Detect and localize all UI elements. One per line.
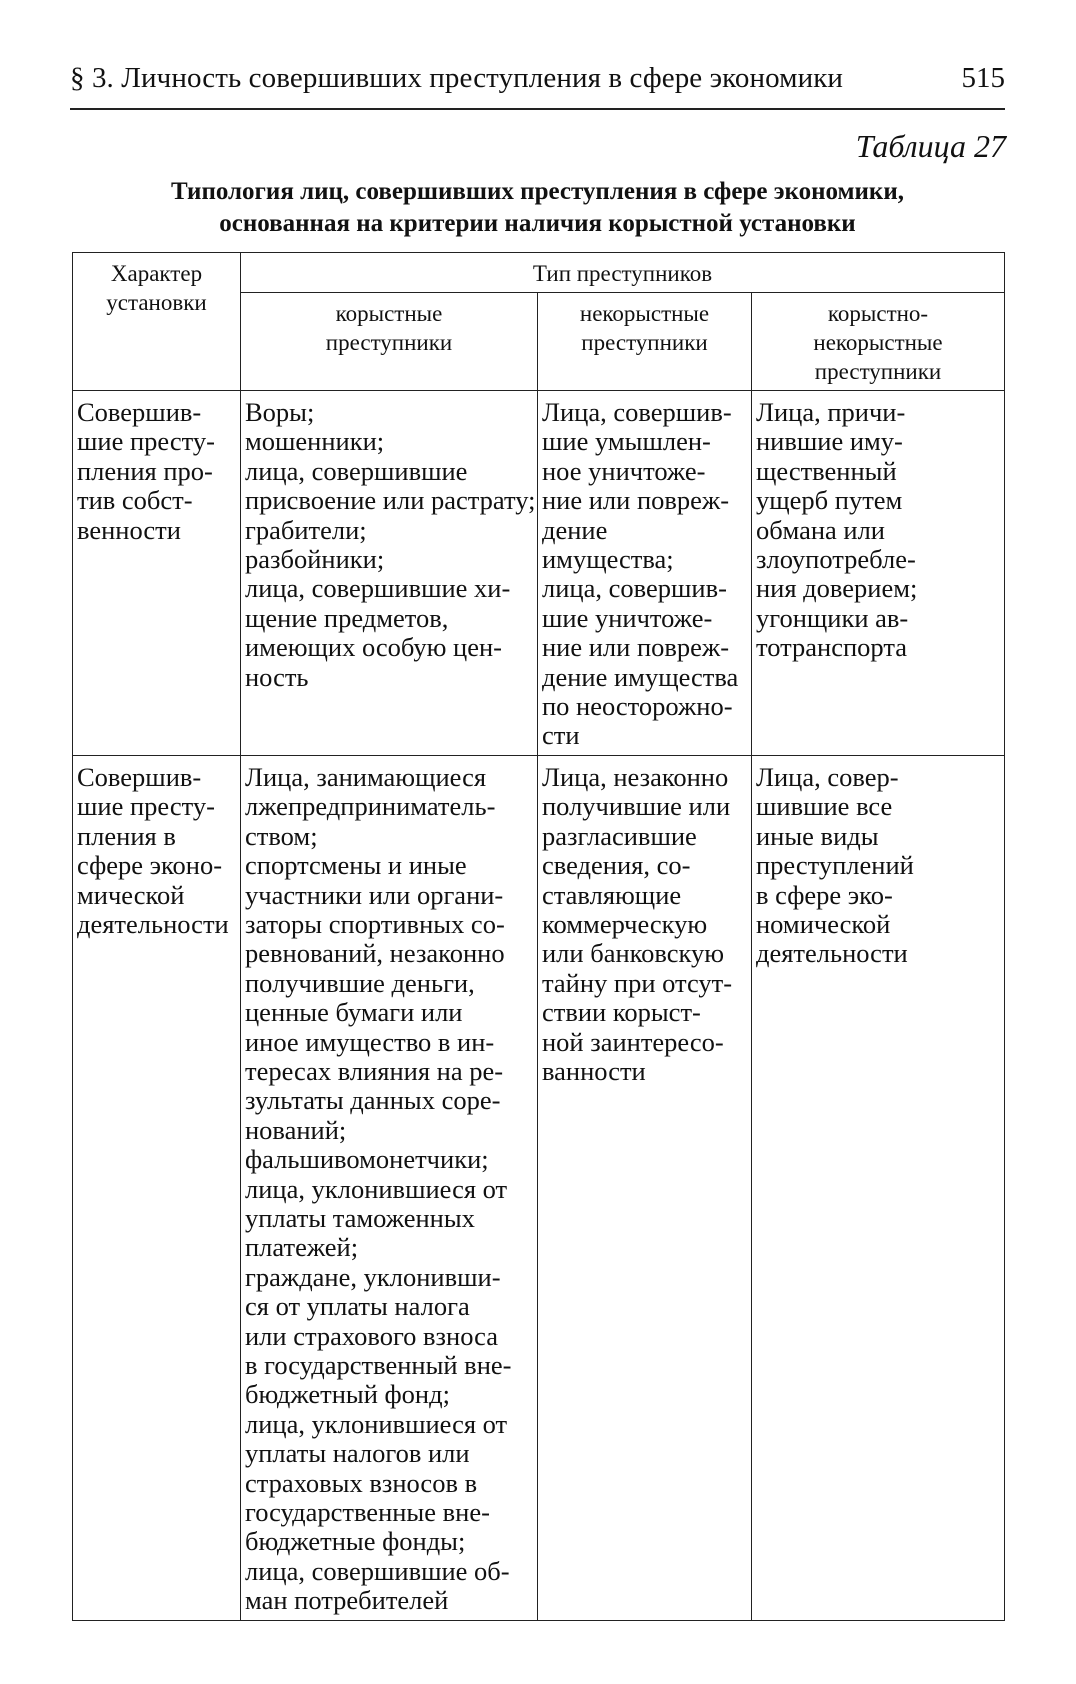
cell-line: венности <box>77 514 181 545</box>
cell-line: тотранспорта <box>756 632 907 663</box>
cell-line: лица, совершившие <box>245 455 468 486</box>
cell-line: Лица, занимающиеся <box>245 761 487 792</box>
cell-line: ревнований, незаконно <box>245 938 505 969</box>
cell-line: дение имущества <box>542 661 739 692</box>
cell-line: сфере эконо- <box>77 850 223 881</box>
cell-line: получившие деньги, <box>245 967 475 998</box>
cell-line: шившие все <box>756 791 893 822</box>
cell-line: номической <box>756 908 891 939</box>
cell-line: имеющих особую цен- <box>245 632 502 663</box>
cell-line: мической <box>77 879 185 910</box>
cell-line: уплаты налогов или <box>245 1438 470 1469</box>
cell-line: щественный <box>756 455 897 486</box>
cell-line: шие умышлен- <box>542 426 711 457</box>
cell-line: дение <box>542 514 608 545</box>
cell-line: ние или повреж- <box>542 485 730 516</box>
cell-line: лица, уклонившиеся от <box>245 1408 508 1439</box>
table-title <box>70 176 1005 240</box>
cell-line: коммерческую <box>542 908 708 939</box>
cell-line: бюджетный фонд; <box>245 1379 450 1410</box>
cell-line: ценные бумаги или <box>245 997 463 1028</box>
row-attitude-property <box>73 391 241 756</box>
cell-line: иные виды <box>756 820 879 851</box>
table-title-line: Типология лиц, совершивших преступления в сфере экономики, <box>171 178 904 205</box>
cell-line: грабители; <box>245 514 367 545</box>
cell-line: лжепредприниматель- <box>245 791 496 822</box>
cell-line: ущерб путем <box>756 485 903 516</box>
cell-economic-mercenary <box>241 755 538 1620</box>
cell-line: заторы спортивных со- <box>245 908 505 939</box>
cell-line: ное уничтоже- <box>542 455 706 486</box>
page-number: 515 <box>961 62 1005 94</box>
header-attitude-line: Характер <box>110 261 203 286</box>
column-header-mixed: корыстно- некорыстные преступники <box>752 293 1005 391</box>
header-criminal-type: Тип преступников <box>241 253 1005 293</box>
cell-line: спортсмены и иные <box>245 850 467 881</box>
cell-line: Совершив- <box>77 761 202 792</box>
cell-line: государственные вне- <box>245 1497 490 1528</box>
header-attitude-line: установки <box>106 290 207 315</box>
cell-line: Лица, совершив- <box>542 397 732 427</box>
cell-line: ванности <box>542 1055 646 1086</box>
cell-line: деятельности <box>756 938 908 969</box>
cell-line: лица, совершившие хи- <box>245 573 511 604</box>
cell-line: ние или повреж- <box>542 632 730 663</box>
running-head <box>70 62 1005 110</box>
cell-line: ной заинтересо- <box>542 1026 724 1057</box>
running-head-title: § 3. Личность совершивших преступления в сфере экономики <box>70 62 844 94</box>
cell-line: в государственный вне- <box>245 1350 512 1380</box>
row-attitude-economic <box>73 755 241 1620</box>
cell-line: граждане, уклонивши- <box>245 1261 501 1292</box>
cell-line: злоупотребле- <box>756 544 916 575</box>
cell-line: ность <box>245 661 309 692</box>
cell-line: сти <box>542 720 580 751</box>
cell-line: бюджетные фонды; <box>245 1526 466 1557</box>
cell-economic-non-mercenary <box>538 755 752 1620</box>
cell-line: нившие иму- <box>756 426 903 457</box>
cell-line: сведения, со- <box>542 850 691 881</box>
cell-line: пления про- <box>77 455 213 486</box>
cell-line: ствии корыст- <box>542 997 701 1028</box>
cell-line: деятельности <box>77 908 229 939</box>
cell-line: ством; <box>245 820 318 851</box>
cell-line: разгласившие <box>542 820 697 851</box>
cell-line: уплаты таможенных <box>245 1202 475 1233</box>
typology-table <box>72 252 1005 1621</box>
cell-line: присвоение или растрату; <box>245 485 536 516</box>
cell-line: по неосторожно- <box>542 691 733 722</box>
cell-line: шие уничтоже- <box>542 602 713 633</box>
table-title-line: основанная на критерии наличия корыстной установки <box>219 210 856 237</box>
cell-line: или страхового взноса <box>245 1320 498 1351</box>
table-row <box>73 755 1005 1620</box>
column-header-mercenary: корыстные преступники <box>241 293 538 391</box>
cell-line: или банковскую <box>542 938 725 969</box>
cell-line: страховых взносов в <box>245 1467 478 1498</box>
cell-line: пления в <box>77 820 176 851</box>
cell-line: лица, уклонившиеся от <box>245 1173 508 1204</box>
cell-line: разбойники; <box>245 544 385 575</box>
cell-line: тересах влияния на ре- <box>245 1055 504 1086</box>
cell-line: тайну при отсут- <box>542 967 733 998</box>
cell-line: шие престу- <box>77 791 215 822</box>
cell-economic-mixed <box>752 755 1005 1620</box>
cell-line: мошенники; <box>245 426 385 457</box>
table-label: Таблица 27 <box>855 128 1006 164</box>
cell-line: тив собст- <box>77 485 193 516</box>
cell-line: платежей; <box>245 1232 359 1263</box>
column-header-non-mercenary: некорыстные преступники <box>538 293 752 391</box>
cell-line: ставляющие <box>542 879 682 910</box>
cell-line: преступлений <box>756 850 914 881</box>
cell-line: шие престу- <box>77 426 215 457</box>
table-row <box>73 391 1005 756</box>
cell-line: угонщики ав- <box>756 602 909 633</box>
cell-line: участники или органи- <box>245 879 504 910</box>
cell-property-mixed <box>752 391 1005 756</box>
cell-line: Лица, причи- <box>756 397 906 427</box>
cell-line: иное имущество в ин- <box>245 1026 495 1057</box>
cell-line: обмана или <box>756 514 885 545</box>
cell-property-non-mercenary <box>538 391 752 756</box>
cell-line: щение предметов, <box>245 602 449 633</box>
cell-line: фальшивомонетчики; <box>245 1144 489 1175</box>
cell-line: ся от уплаты налога <box>245 1291 470 1322</box>
cell-line: Лица, совер- <box>756 761 899 792</box>
cell-line: ния доверием; <box>756 573 918 604</box>
cell-line: Воры; <box>245 397 315 427</box>
cell-line: Совершив- <box>77 397 202 427</box>
cell-property-mercenary <box>241 391 538 756</box>
cell-line: лица, совершившие об- <box>245 1555 510 1586</box>
cell-line: ман потребителей <box>245 1585 449 1616</box>
cell-line: получившие или <box>542 791 731 822</box>
cell-line: имущества; <box>542 544 674 575</box>
cell-line: лица, совершив- <box>542 573 727 604</box>
cell-line: зультаты данных соре- <box>245 1085 501 1116</box>
header-attitude <box>73 253 241 391</box>
cell-line: нований; <box>245 1114 347 1145</box>
cell-line: в сфере эко- <box>756 879 893 910</box>
cell-line: Лица, незаконно <box>542 761 729 792</box>
